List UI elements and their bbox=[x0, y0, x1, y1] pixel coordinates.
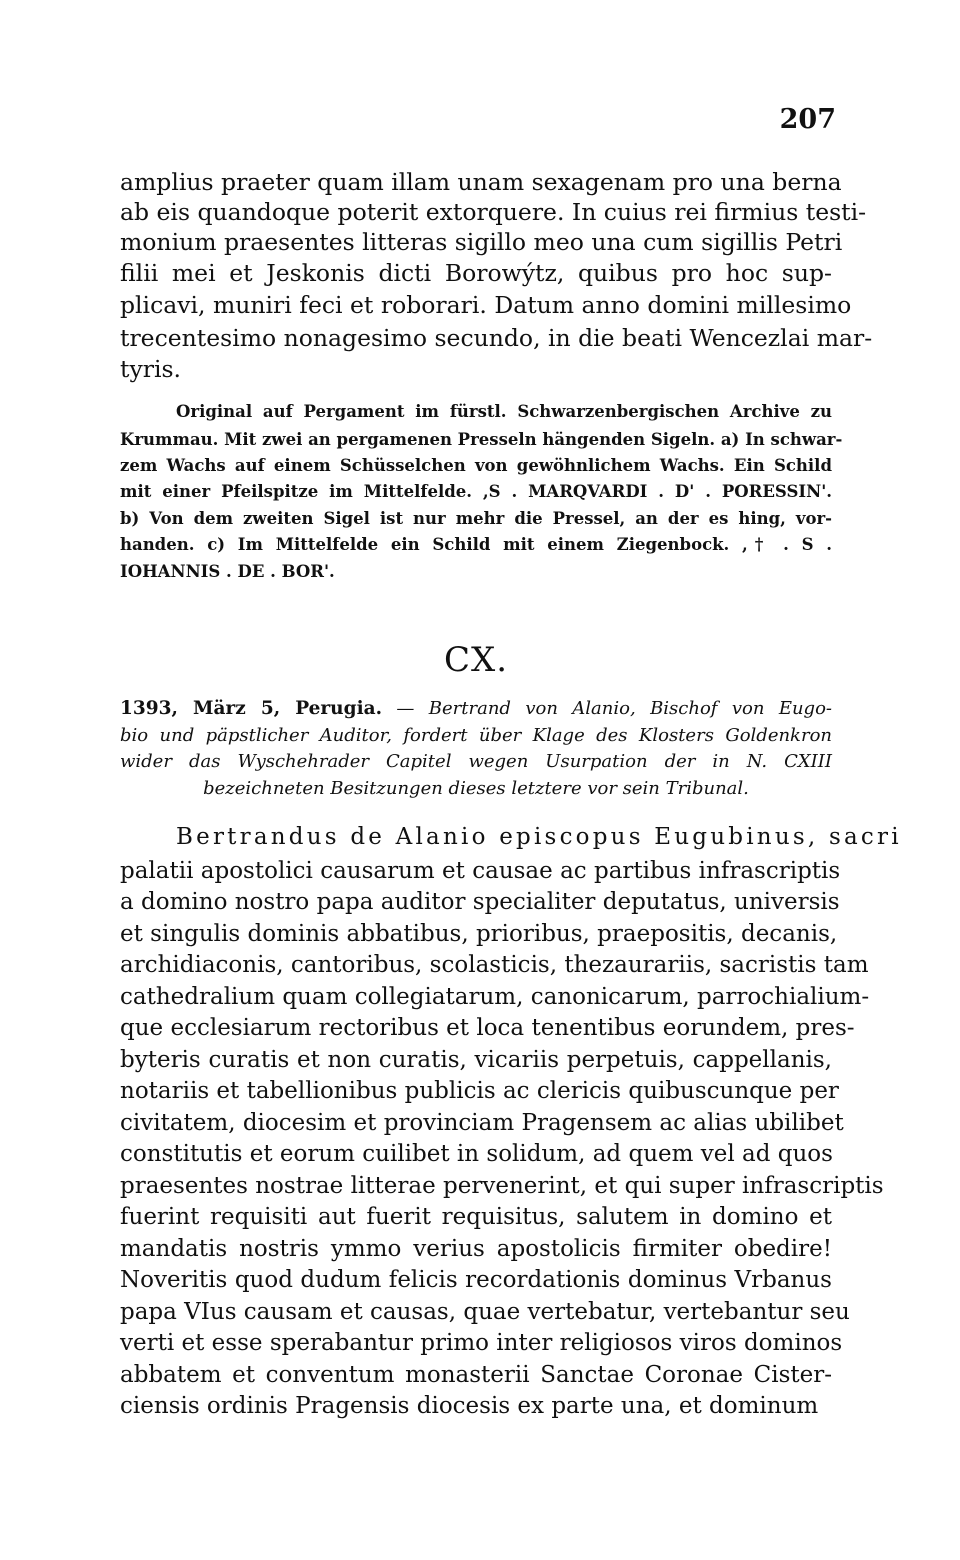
text-line: byteris curatis et non curatis, vicariis perpetuis, cappellanis, bbox=[120, 1047, 832, 1073]
note-line: mit einer Pfeilspitze im Mittelfelde. ,S . MARQVARDI . D' . PORESSIN'. bbox=[120, 482, 832, 501]
text-line: verti et esse sperabantur primo inter religiosos viros dominos bbox=[120, 1330, 843, 1356]
regest-line: bio und päpstlicher Auditor, fordert über Klage des Klosters Goldenkron bbox=[120, 725, 832, 746]
text-line: fuerint requisiti aut fuerit requisitus, salutem in domino et bbox=[120, 1204, 832, 1230]
page-number: 207 bbox=[779, 104, 836, 135]
text-line: papa VIus causam et causas, quae vertebatur, vertebantur seu bbox=[120, 1299, 850, 1325]
text-line: Noveritis quod dudum felicis recordationis dominus Vrbanus bbox=[120, 1267, 832, 1293]
text-line: constitutis et eorum cuilibet in solidum, ad quem vel ad quos bbox=[120, 1141, 833, 1167]
text-line: a domino nostro papa auditor specialiter deputatus, universis bbox=[120, 889, 840, 915]
text-line: plicavi, muniri feci et roborari. Datum anno domini millesimo bbox=[120, 291, 852, 319]
text-line: monium praesentes litteras sigillo meo una cum sigillis Petri bbox=[120, 228, 843, 256]
text-line: archidiaconis, cantoribus, scolasticis, thezaurariis, sacristis tam bbox=[120, 952, 869, 978]
note-line: handen. c) Im Mittelfelde ein Schild mit einem Ziegenbock. ,† . S . bbox=[120, 535, 832, 554]
text-line: et singulis dominis abbatibus, prioribus, praepositis, decanis, bbox=[120, 921, 838, 947]
regest-line bbox=[120, 698, 832, 719]
regest-line: wider das Wyschehrader Capitel wegen Usurpation der in N. CXIII bbox=[120, 751, 832, 772]
regest-line: bezeichneten Besitzungen dieses letztere vor sein Tribunal. bbox=[203, 778, 749, 799]
text-line: ciensis ordinis Pragensis diocesis ex parte una, et dominum bbox=[120, 1393, 819, 1419]
text-line: amplius praeter quam illam unam sexagenam pro una berna bbox=[120, 168, 842, 196]
text-line: cathedralium quam collegiatarum, canonicarum, parrochialium- bbox=[120, 984, 870, 1010]
note-line: Original auf Pergament im fürstl. Schwarzenbergischen Archive zu bbox=[176, 402, 832, 421]
note-line: zem Wachs auf einem Schüsselchen von gewöhnlichem Wachs. Ein Schild bbox=[120, 456, 832, 475]
text-line: mandatis nostris ymmo verius apostolicis firmiter obedire! bbox=[120, 1236, 832, 1262]
note-line: IOHANNIS . DE . BOR'. bbox=[120, 562, 335, 581]
text-line: Bertrandus de Alanio episcopus Eugubinus, sacri bbox=[176, 824, 902, 850]
regest-date-place: 1393, März 5, Perugia. bbox=[120, 698, 383, 719]
text-line: ab eis quandoque poterit extorquere. In cuius rei firmius testi- bbox=[120, 198, 867, 226]
text-line: civitatem, diocesim et provinciam Pragensem ac alias ubilibet bbox=[120, 1110, 844, 1136]
document-number-heading: CX. bbox=[443, 640, 509, 680]
text-line: praesentes nostrae litterae pervenerint, et qui super infrascriptis bbox=[120, 1173, 884, 1199]
text-line: tyris. bbox=[120, 355, 181, 383]
text-line: que ecclesiarum rectoribus et loca tenentibus eorundem, pres- bbox=[120, 1015, 855, 1041]
note-line: b) Von dem zweiten Sigel ist nur mehr die Pressel, an der es hing, vor- bbox=[120, 509, 832, 528]
text-line: filii mei et Jeskonis dicti Borowýtz, quibus pro hoc sup- bbox=[120, 259, 832, 287]
text-line: abbatem et conventum monasterii Sanctae Coronae Cister- bbox=[120, 1362, 832, 1388]
text-line: trecentesimo nonagesimo secundo, in die beati Wencezlai mar- bbox=[120, 324, 873, 352]
note-line: Krummau. Mit zwei an pergamenen Presseln hängenden Sigeln. a) In schwar- bbox=[120, 430, 843, 449]
text-line: notariis et tabellionibus publicis ac clericis quibuscunque per bbox=[120, 1078, 839, 1104]
regest-text: — Bertrand von Alanio, Bischof von Eugo- bbox=[382, 698, 832, 719]
text-line: palatii apostolici causarum et causae ac partibus infrascriptis bbox=[120, 858, 841, 884]
